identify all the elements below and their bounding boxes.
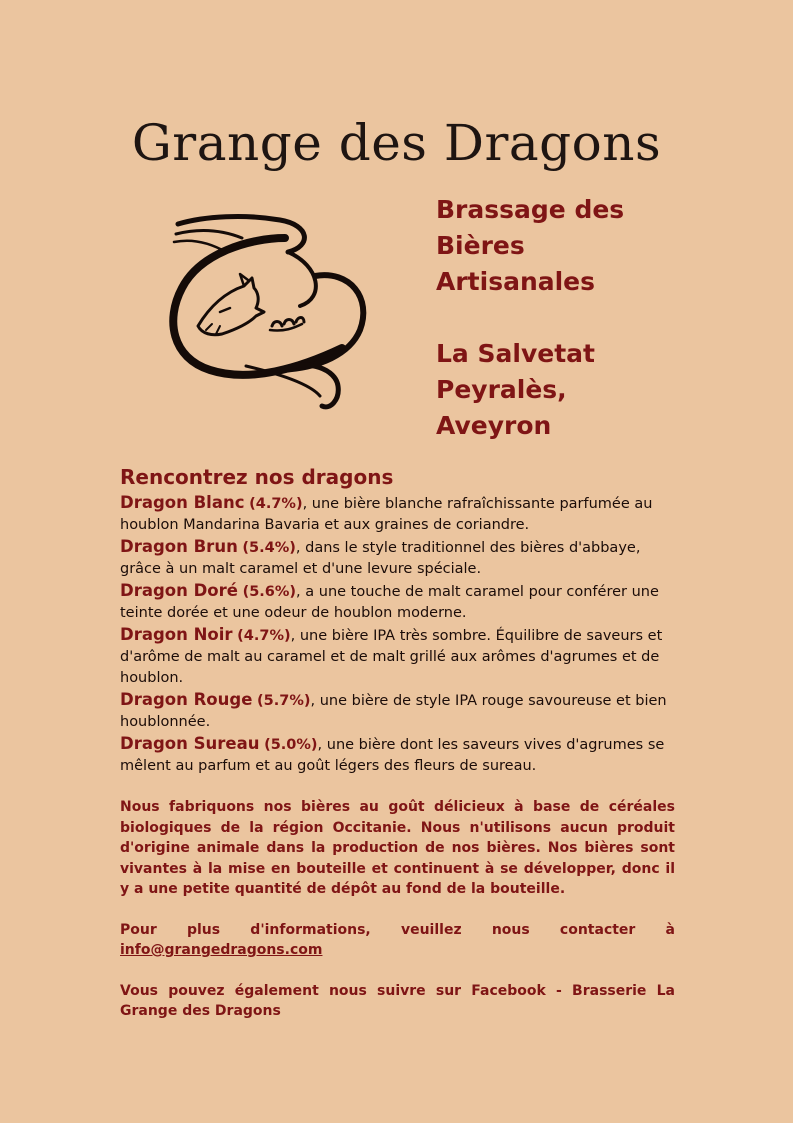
beer-name: Dragon Noir bbox=[120, 625, 233, 644]
beer-name: Dragon Rouge bbox=[120, 690, 253, 709]
beer-abv: (5.4%) bbox=[242, 540, 296, 556]
beer-description: , a une touche de malt caramel pour conférer une teinte dorée et une odeur de houblon moderne. bbox=[120, 584, 659, 621]
beer-description: , une bière de style IPA rouge savoureuse et bien houblonnée. bbox=[120, 693, 667, 730]
page-title: Grange des Dragons bbox=[131, 114, 662, 172]
dragon-logo-icon bbox=[160, 208, 382, 414]
beer-name: Dragon Sureau bbox=[120, 734, 260, 753]
beer-description: , une bière dont les saveurs vives d'agrumes se mêlent au parfum et au goût légers des fleurs de sureau. bbox=[120, 737, 665, 774]
beer-entry bbox=[120, 580, 675, 624]
section-title: Rencontrez nos dragons bbox=[120, 465, 394, 489]
location-line: Peyralès, bbox=[436, 375, 567, 404]
tagline-line: Bières bbox=[436, 231, 525, 260]
contact-text: Pour plus d'informations, veuillez nous contacter à bbox=[120, 921, 675, 938]
spacer bbox=[436, 300, 736, 336]
main-content bbox=[120, 462, 675, 1022]
beer-description: , une bière IPA très sombre. Équilibre de saveurs et d'arôme de malt au caramel et de malt grillé aux arômes d'agrumes et de houblon. bbox=[120, 628, 663, 686]
beer-description: , une bière blanche rafraîchissante parfumée au houblon Mandarina Bavaria et aux graines de coriandre. bbox=[120, 496, 653, 533]
beer-entry bbox=[120, 536, 675, 580]
location-line: La Salvetat bbox=[436, 339, 595, 368]
beer-abv: (4.7%) bbox=[237, 628, 291, 644]
location-line: Aveyron bbox=[436, 411, 552, 440]
tagline bbox=[436, 192, 736, 444]
beer-entry bbox=[120, 689, 675, 733]
beer-entry bbox=[120, 624, 675, 689]
beer-name: Dragon Doré bbox=[120, 581, 238, 600]
contact-email-link[interactable]: info@grangedragons.com bbox=[120, 942, 323, 958]
beer-name: Dragon Brun bbox=[120, 537, 238, 556]
beer-abv: (5.7%) bbox=[257, 693, 311, 709]
beer-description: , dans le style traditionnel des bières d'abbaye, grâce à un malt caramel et d'une levure spéciale. bbox=[120, 540, 641, 577]
tagline-line: Brassage des bbox=[436, 195, 625, 224]
beer-entry bbox=[120, 733, 675, 777]
facebook-paragraph: Vous pouvez également nous suivre sur Facebook - Brasserie La Grange des Dragons bbox=[120, 982, 675, 1019]
tagline-line: Artisanales bbox=[436, 267, 596, 296]
beer-abv: (4.7%) bbox=[249, 496, 303, 512]
beer-abv: (5.0%) bbox=[264, 737, 318, 753]
beer-entry bbox=[120, 492, 675, 536]
beer-name: Dragon Blanc bbox=[120, 493, 245, 512]
about-paragraph: Nous fabriquons nos bières au goût délicieux à base de céréales biologiques de la région Occitanie. Nous n'utilisons aucun produit d'origine animale dans la production de nos bières. Nos bières sont vivantes à la mise en bouteille et continuent à se développer, donc il y a une petite quantité de dépôt au fond de la bouteille. bbox=[120, 799, 675, 897]
beer-abv: (5.6%) bbox=[242, 584, 297, 600]
contact-paragraph bbox=[120, 920, 675, 961]
